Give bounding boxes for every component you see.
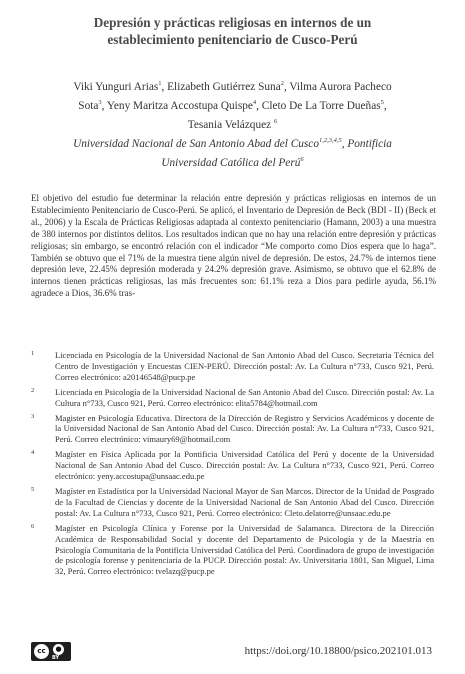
footnote [31, 387, 434, 409]
by-label: BY [52, 655, 60, 661]
abstract-part-1: El objetivo del estudio fue determinar la relación entre depresión y prácticas religiosas en internos de un Establecimiento Penitenciario de Cusco-Perú. Se aplicó, el Inventario de Depresión de Beck (BDI - II) (Beck et al., 2006) y la Escala de Prácticas Religiosas adaptada al contexto penitenciario (Hamann, 2003) a una muestra de 380 internos por distintos delitos. Los resultados indican que no hay una relación entre depresión y prácticas religiosas; sin embargo, se encontró relación con el indicador “Me comporto como Dios espera que lo haga”. [31, 193, 436, 251]
affiliation-1: Universidad Nacional de San Antonio Abad del Cusco [73, 138, 319, 150]
authors-line-1: Viki Yunguri Arias$^1$, Elizabeth Gutiérrez Suna$^2$, Vilma Aurora Pacheco [73, 80, 392, 93]
author-5-sup: 5 [380, 99, 384, 106]
attribution-icon: ● [53, 644, 64, 655]
footnote-number: 4 [31, 449, 35, 457]
footnote-number: 1 [31, 350, 35, 357]
cc-license-badge[interactable] [31, 642, 71, 661]
author-6-sup: 6 [273, 118, 278, 125]
author-4: Yeny Maritza Accostupa Quispe [106, 100, 253, 112]
author-4-sup: 4 [252, 99, 257, 106]
authors-line-2: Sota$^3$, Yeny Maritza Accostupa Quispe$^4$, Cleto De La Torre Dueñas$^5$, [78, 99, 387, 112]
title-line-1: Depresión y prácticas religiosas en internos de un [93, 15, 372, 30]
footnote-text: Licenciada en Psicología de la Universidad Nacional de San Antonio Abad del Cusco. Dirección postal: Av. La Cultura n°733, Cusco 921, Perú. Correo electrónico: elita5784@hotmail.com [55, 386, 434, 408]
affiliation-line-1: Universidad Nacional de San Antonio Abad del Cusco$^{1,2,3,4,5}$, Pontificia [73, 137, 392, 150]
abstract-part-2: También se obtuvo que el 71% de la muestra tiene algún nivel de depresión. De estos, 24.7% de internos tiene depresión leve, 22.45% depresión moderada y 24.2% depresión grave. Asimismo, se obtuvo que el 62.8% de internos tienen prácticas religiosas, las más frecuentes son: 61.1% reza a Dios para pedirle ayuda, 56.1% agradece a Dios, 36.6% tras- [31, 252, 436, 299]
footnote-number: 6 [31, 522, 35, 530]
affiliation-2-first: Pontificia [347, 138, 392, 150]
footnote [31, 413, 434, 446]
title-line-2: establecimiento penitenciario de Cusco-Perú [107, 32, 358, 47]
footnote-text: Magíster en Psicología Clínica y Forense por la Universidad de Salamanca. Directora de la Dirección Académica de Responsabilidad Social y docente del Departamento de Psicología y de la Maestría en Psicología Comunitaria de la Pontificia Universidad Católica del Perú. Coordinadora de grupo de investigación de psicología forense y penitenciaria de la PUCP. Dirección postal: Av. Universitaria 1801, San Miguel, Lima 32, Perú. Correo electrónico: tvelazq@pucp.pe [55, 522, 434, 577]
affiliation-line-2 [40, 152, 425, 171]
affiliation-1-sup: 1,2,3,4,5 [318, 137, 342, 144]
footnote [31, 350, 434, 383]
footnote-number: 3 [31, 412, 35, 420]
author-3-sup: 3 [98, 99, 102, 106]
footnote-text: Licenciada en Psicología de la Universidad Nacional de San Antonio Abad del Cusco. Secretaria Técnica del Centro de Investigación y Encuestas CIEN-PERÚ. Dirección postal: Av. La Cultura n°733, Cusco 921, Perú. Correo electrónico: a20146548@pucp.pe [55, 350, 434, 382]
abstract [31, 193, 436, 300]
author-6: Tesania Velázquez [187, 119, 272, 131]
affiliation-2-sup: 6 [300, 156, 304, 163]
author-1: Viki Yunguri Arias [73, 81, 159, 93]
author-block [40, 76, 425, 171]
author-2-sup: 2 [280, 80, 284, 87]
footnote [31, 449, 434, 482]
author-5: Cleto De La Torre Dueñas [261, 100, 381, 112]
author-3-last: Sota [78, 100, 99, 112]
footnote [31, 523, 434, 578]
author-3-first: Vilma Aurora Pacheco [289, 81, 392, 93]
paper-title [40, 14, 425, 48]
footnote-text: Magíster en Física Aplicada por la Pontificia Universidad Católica del Perú y docente de la Universidad Nacional de San Antonio Abad del Cusco. Dirección postal: Av. La Cultura n°733, Cusco 921, Perú. Correo electrónico: yeny.accostupa@unsaac.edu.pe [55, 449, 434, 482]
affiliation-2-last: Universidad Católica del Perú [161, 157, 301, 169]
doi-link[interactable]: https://doi.org/10.18800/psico.202101.013 [244, 645, 432, 657]
footnote-text: Magíster en Estadística por la Universidad Nacional Mayor de San Marcos. Director de la Unidad de Posgrado de la Facultad de Ciencias y docente de la Universidad Nacional de San Antonio Abad del Cusco. Dirección postal: Av. La Cultura n°733, Cusco 921, Perú. Correo electrónico: Cleto.delatorre@unsaac.edu.pe [55, 485, 434, 518]
footnote-text: Magister en Psicología Educativa. Directora de la Dirección de Registro y Servicios Académicos y docente de la Universidad Nacional de San Antonio Abad del Cusco. Dirección postal: Av. La Cultura n°733, Cusco 921, Perú. Correo electrónico: vimaury69@hotmail.com [55, 412, 434, 445]
author-2: Elizabeth Gutiérrez Suna [167, 81, 281, 93]
footnote-number: 2 [31, 386, 35, 394]
footnotes [31, 350, 434, 581]
footnote-number: 5 [31, 485, 35, 493]
author-1-sup: 1 [158, 80, 162, 87]
authors-line-3 [40, 114, 425, 133]
page-footer [31, 641, 432, 663]
footnote [31, 486, 434, 519]
cc-icon: cc [34, 644, 49, 659]
